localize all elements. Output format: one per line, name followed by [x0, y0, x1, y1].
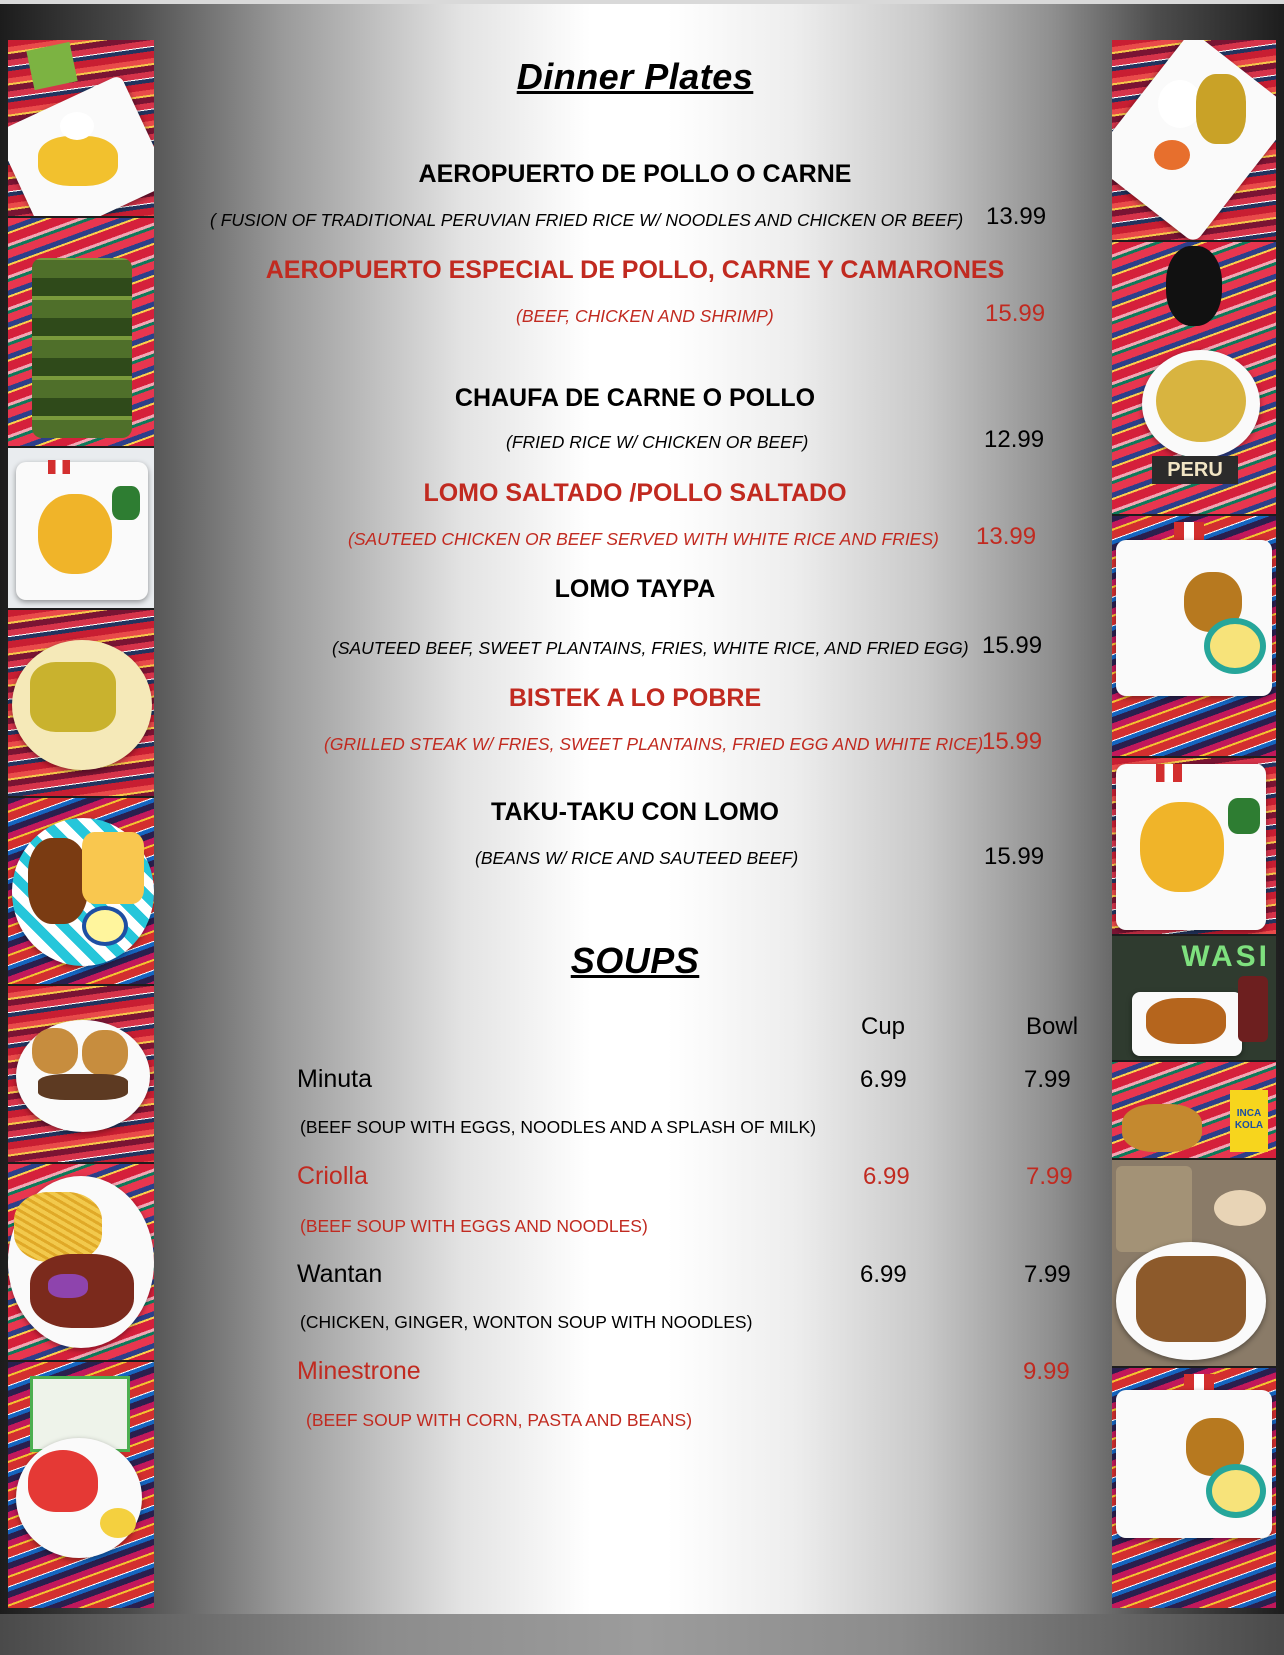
food-photo-papa-rellena-2: [1112, 1368, 1276, 1608]
soup-cup-price: 6.99: [860, 1066, 907, 1093]
soup-name: Minestrone: [297, 1357, 421, 1385]
soup-bowl-price: 7.99: [1024, 1066, 1071, 1093]
soup-name: Wantan: [297, 1260, 383, 1288]
soup-cup-price: 6.99: [860, 1261, 907, 1288]
food-photo-papa-rellena: [1112, 516, 1276, 758]
soup-description: (CHICKEN, GINGER, WONTON SOUP WITH NOODLES): [300, 1312, 753, 1332]
soup-name: Minuta: [297, 1065, 373, 1093]
menu-content: [160, 0, 1110, 1610]
dish-price: 15.99: [984, 843, 1045, 870]
dish-description: (SAUTEED BEEF, SWEET PLANTAINS, FRIES, WHITE RICE, AND FRIED EGG): [332, 638, 969, 658]
food-photo-causa: [8, 40, 154, 218]
cup-column-header: Cup: [861, 1013, 906, 1040]
dish-name: LOMO SALTADO /POLLO SALTADO: [423, 479, 847, 507]
dish-name: BISTEK A LO POBRE: [508, 684, 762, 712]
food-photo-gelatina: [8, 1362, 154, 1608]
food-photo-soup-peru: [1112, 242, 1276, 516]
dish-price: 15.99: [982, 728, 1043, 755]
dish-name: AEROPUERTO ESPECIAL DE POLLO, CARNE Y CAMARONES: [265, 256, 1005, 284]
dish-description: (GRILLED STEAK W/ FRIES, SWEET PLANTAINS, FRIED EGG AND WHITE RICE): [324, 734, 984, 754]
dish-price: 13.99: [976, 523, 1037, 550]
dish-description: (FRIED RICE W/ CHICKEN OR BEEF): [506, 432, 809, 452]
dinner-plates-title: Dinner Plates: [516, 56, 754, 97]
dish-name: AEROPUERTO DE POLLO O CARNE: [418, 160, 852, 188]
food-photo-causa-tower-2: [1112, 758, 1276, 936]
inca-kola-can: INCA KOLA: [1230, 1090, 1268, 1152]
food-photo-tamales: [8, 218, 154, 448]
bottom-bar: [0, 1614, 1284, 1655]
bowl-column-header: Bowl: [1026, 1013, 1079, 1040]
dish-name: TAKU-TAKU CON LOMO: [491, 798, 779, 826]
dish-description: ( FUSION OF TRADITIONAL PERUVIAN FRIED RICE W/ NOODLES AND CHICKEN OR BEEF): [210, 210, 964, 230]
right-photo-strip: [1112, 40, 1276, 1608]
soup-bowl-price: 7.99: [1024, 1261, 1071, 1288]
food-photo-seco: [1112, 40, 1276, 242]
food-photo-sandwiches: [8, 986, 154, 1164]
soup-bowl-price: 7.99: [1026, 1163, 1073, 1190]
dish-price: 15.99: [982, 632, 1043, 659]
dish-name: CHAUFA DE CARNE O POLLO: [454, 384, 816, 412]
food-photo-pollo-a-la-brasa: [8, 798, 154, 986]
soup-bowl-price: 9.99: [1023, 1358, 1070, 1385]
food-photo-causa-tower: [8, 448, 154, 610]
soups-title: SOUPS: [570, 940, 700, 981]
soup-cup-price: 6.99: [863, 1163, 910, 1190]
soup-description: (BEEF SOUP WITH EGGS AND NOODLES): [300, 1216, 648, 1236]
dish-price: 13.99: [986, 203, 1047, 230]
food-photo-coffee-salchipapa: [1112, 1160, 1276, 1368]
food-photo-tallarin-saltado: [8, 1164, 154, 1362]
soup-description: (BEEF SOUP WITH CORN, PASTA AND BEANS): [306, 1410, 693, 1430]
wasi-sign: WASI: [1181, 940, 1270, 973]
food-photo-wasi-restaurant: [1112, 936, 1276, 1062]
dish-description: (SAUTEED CHICKEN OR BEEF SERVED WITH WHITE RICE AND FRIES): [348, 529, 939, 549]
peru-sign: PERU: [1152, 456, 1238, 484]
dish-price: 12.99: [984, 426, 1045, 453]
left-photo-strip: [8, 40, 154, 1608]
dish-name: LOMO TAYPA: [554, 575, 716, 603]
soup-description: (BEEF SOUP WITH EGGS, NOODLES AND A SPLASH OF MILK): [300, 1117, 817, 1137]
soup-name: Criolla: [297, 1162, 368, 1190]
food-photo-inca-kola: [1112, 1062, 1276, 1160]
food-photo-ocopa: [8, 610, 154, 798]
dish-description: (BEEF, CHICKEN AND SHRIMP): [516, 306, 774, 326]
dish-description: (BEANS W/ RICE AND SAUTEED BEEF): [475, 848, 799, 868]
dish-price: 15.99: [985, 300, 1046, 327]
